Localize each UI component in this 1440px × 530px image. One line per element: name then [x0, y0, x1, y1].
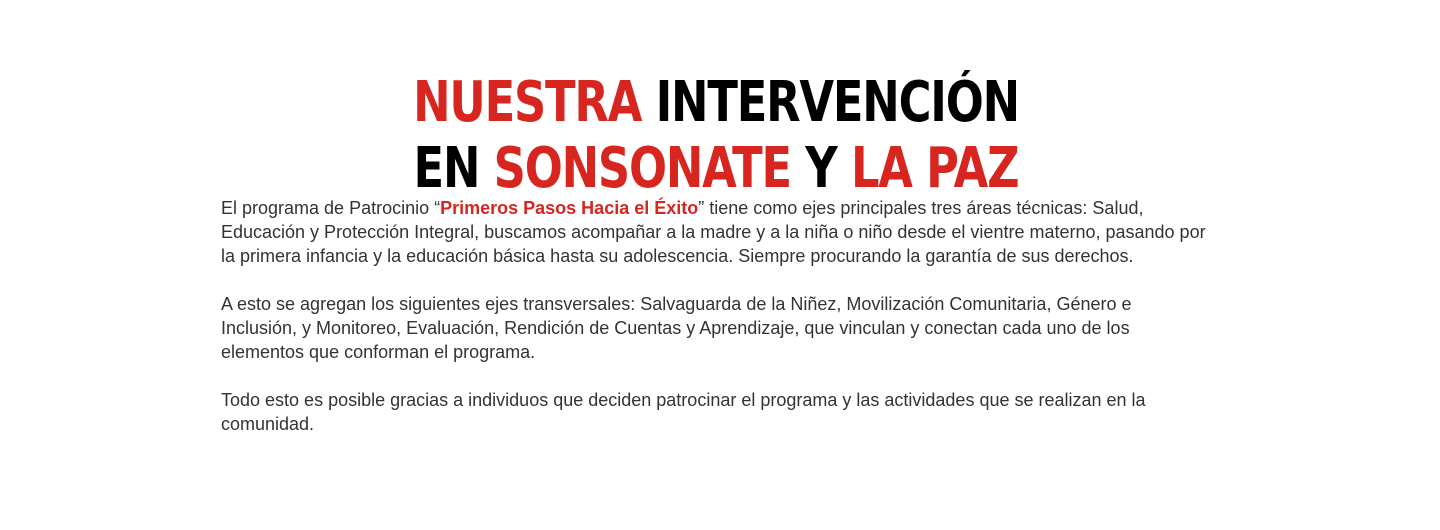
title-word-nuestra: NUESTRA	[413, 69, 642, 135]
title-line-1	[140, 70, 1292, 136]
paragraph-program	[221, 196, 1211, 268]
paragraph-transversal-axes: A esto se agregan los siguientes ejes transversales: Salvaguarda de la Niñez, Movilización Comunitaria, Género e Inclusión, y Monitoreo, Evaluación, Rendición de Cuentas y Aprendizaje, que vinculan y conectan cada uno de los elementos que conforman el programa.	[221, 294, 1132, 362]
paragraph-program-suffix: ” tiene como ejes principales tres áreas técnicas: Salud, Educación y Protección Integral, buscamos acompañar a la madre y a la niña o niño desde el vientre materno, pasando por la primera infancia y la educación básica hasta su adolescencia. Siempre procurando la garantía de sus derechos.	[221, 198, 1206, 266]
title-word-sonsonate: SONSONATE	[493, 135, 791, 201]
title-word-intervencion: INTERVENCIÓN	[641, 69, 1019, 135]
intro-text	[221, 196, 1211, 460]
title-line-2	[140, 136, 1292, 202]
program-name-highlight: Primeros Pasos Hacia el Éxito	[440, 198, 699, 218]
title-word-en: EN	[413, 135, 494, 201]
title-word-y: Y	[790, 135, 851, 201]
paragraph-program-prefix: El programa de Patrocinio “	[221, 198, 441, 218]
paragraph-sponsors: Todo esto es posible gracias a individuos que deciden patrocinar el programa y las actividades que se realizan en la comunidad.	[221, 390, 1146, 434]
title-word-la-paz: LA PAZ	[850, 135, 1019, 201]
page-title	[140, 70, 1292, 202]
